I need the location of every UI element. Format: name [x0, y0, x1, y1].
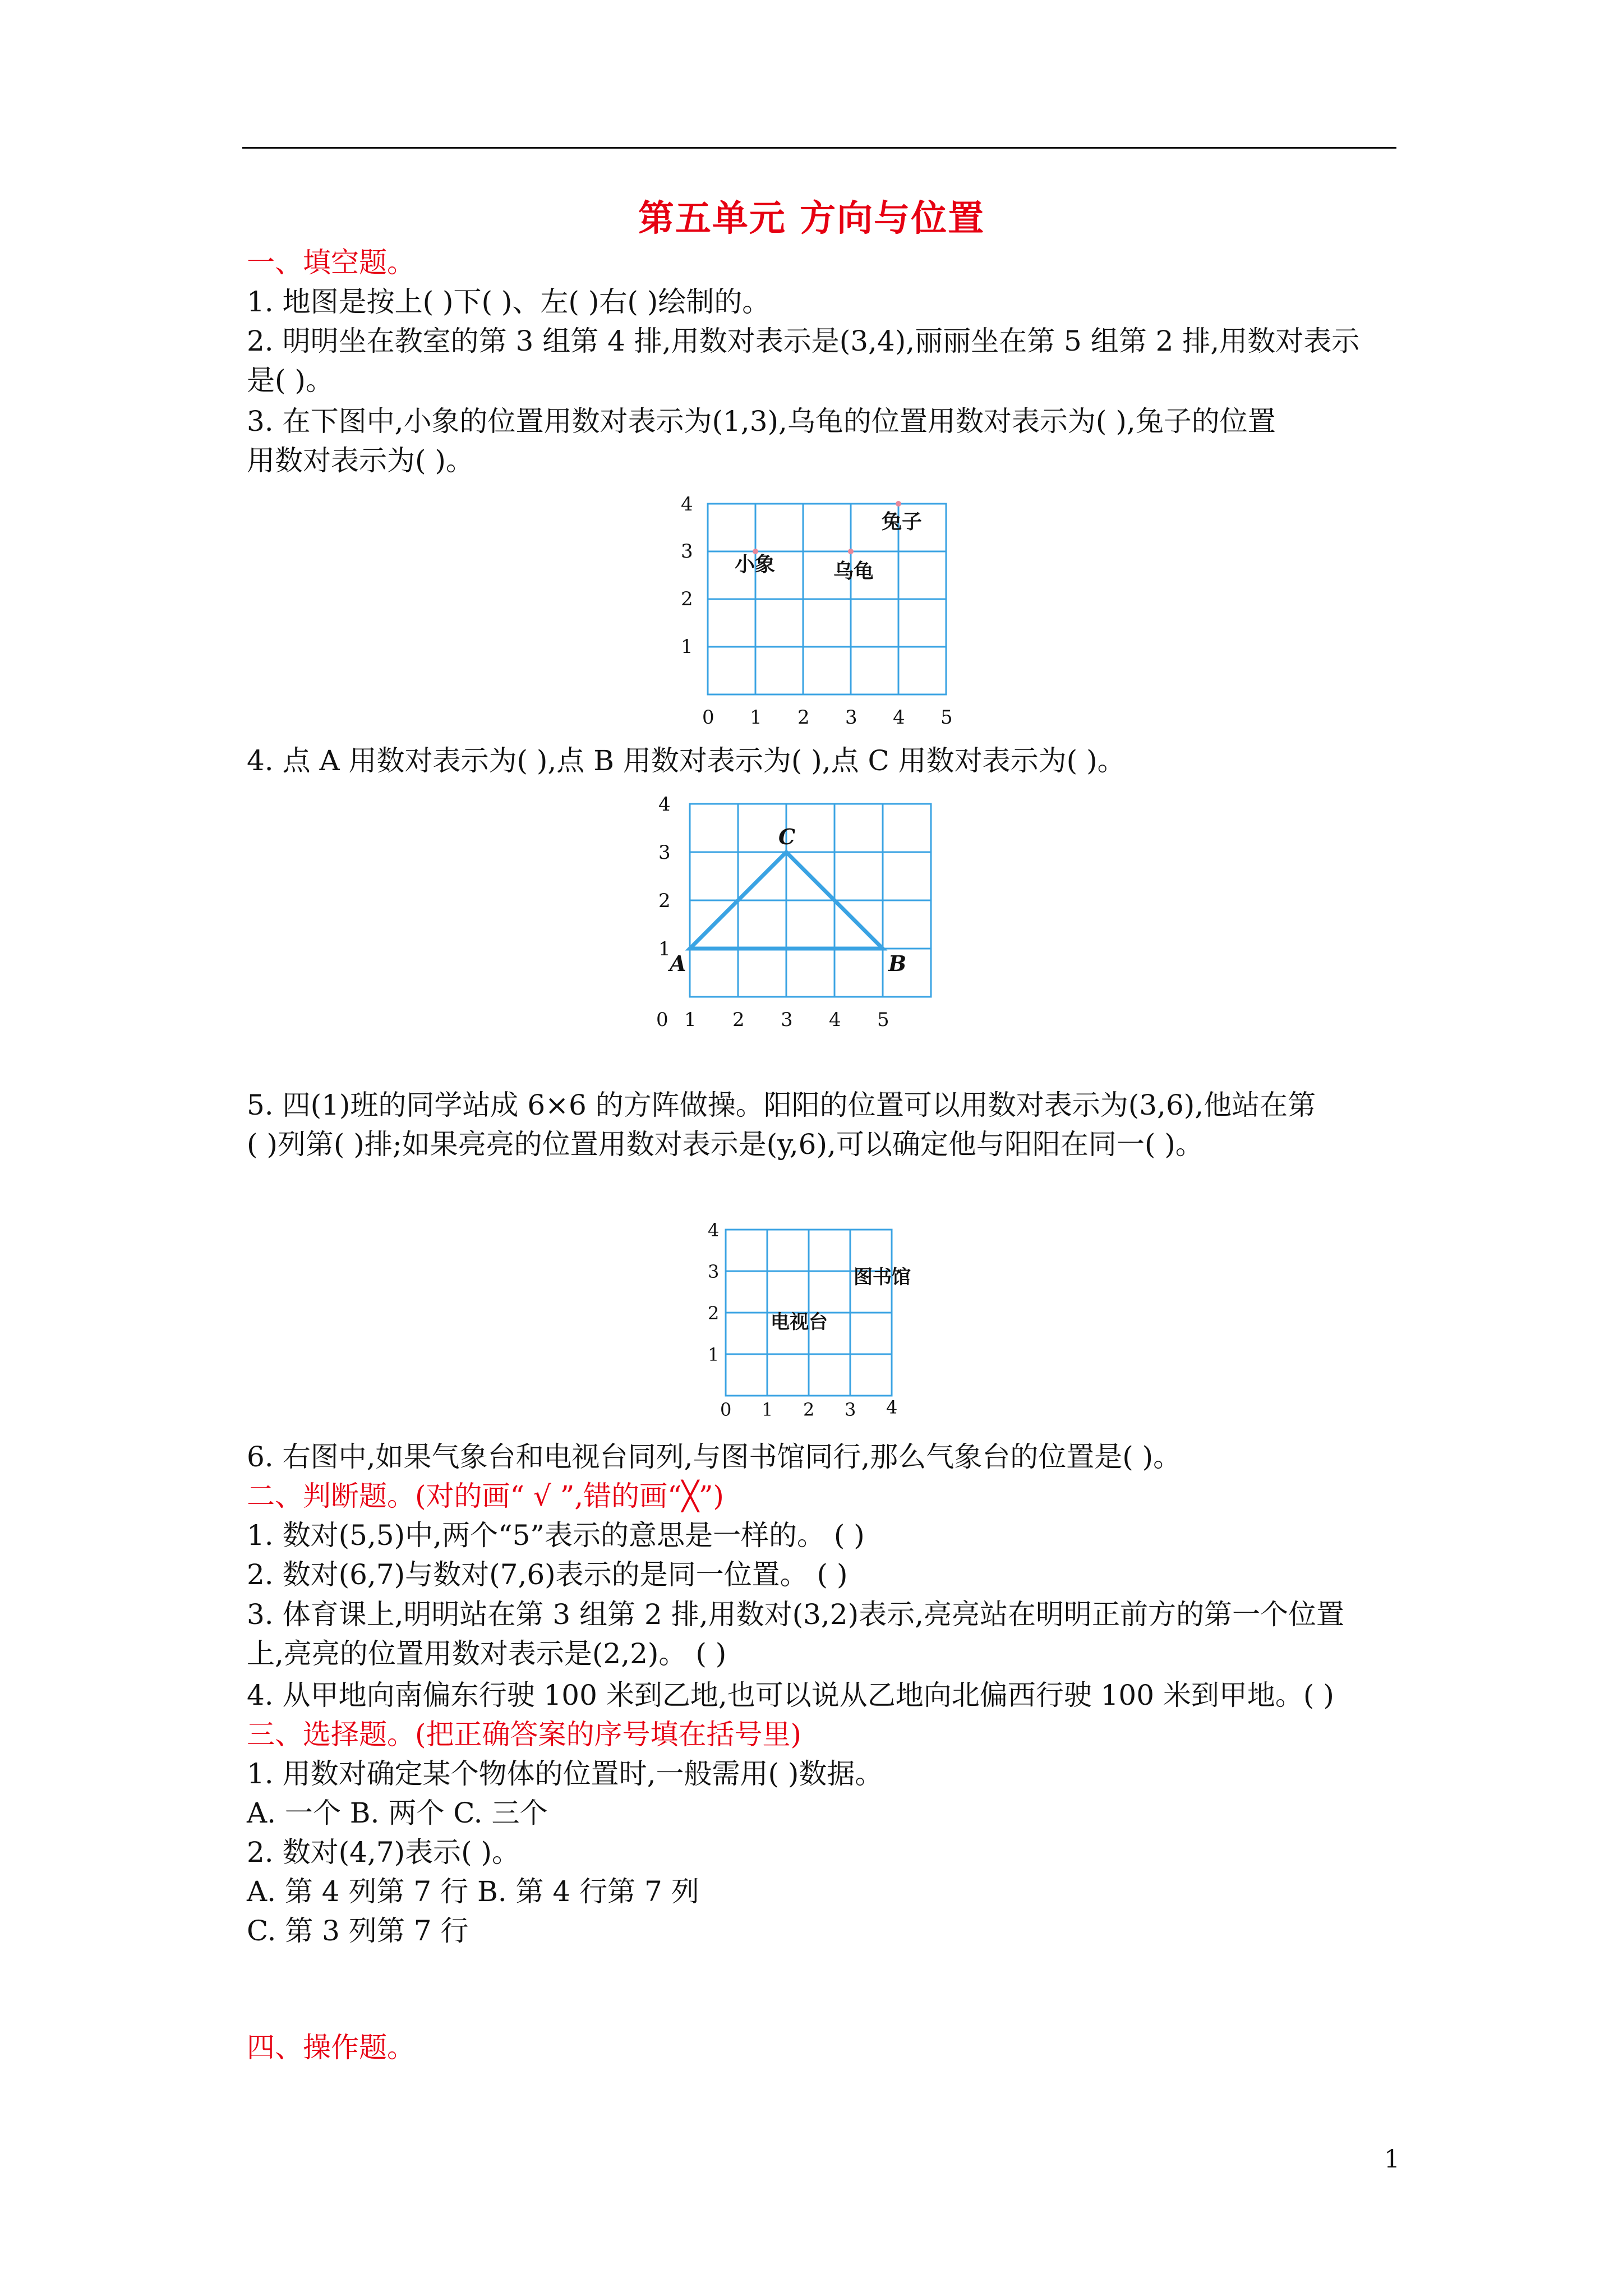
- y-tick: 1: [708, 1344, 720, 1365]
- y-tick: 2: [708, 1303, 720, 1324]
- x-tick: 2: [732, 1009, 745, 1031]
- x-tick: 1: [750, 706, 762, 729]
- map-grid: [695, 1217, 976, 1425]
- x-tick: 1: [684, 1009, 697, 1031]
- y-tick: 3: [658, 841, 671, 864]
- page-number: 1: [1384, 2145, 1400, 2174]
- library-label: 图书馆: [854, 1266, 911, 1289]
- question-1-6: 6. 右图中,如果气象台和电视台同列,与图书馆同行,那么气象台的位置是( )。: [247, 1441, 1182, 1473]
- triangle-grid: [645, 788, 993, 1041]
- x-tick: 3: [781, 1009, 793, 1031]
- question-3-2: 2. 数对(4,7)表示( )。: [247, 1836, 520, 1869]
- turtle-label: 乌龟: [833, 559, 874, 583]
- question-2-3-line1: 3. 体育课上,明明站在第 3 组第 2 排,用数对(3,2)表示,亮亮站在明明正前方的第一个位置: [247, 1598, 1345, 1631]
- question-1-5-line2: ( )列第( )排;如果亮亮的位置用数对表示是(y,6),可以确定他与阳阳在同一( )。: [247, 1128, 1204, 1161]
- question-1-4: 4. 点 A 用数对表示为( ),点 B 用数对表示为( ),点 C 用数对表示为( )。: [247, 744, 1126, 777]
- question-1-3-line1: 3. 在下图中,小象的位置用数对表示为(1,3),乌龟的位置用数对表示为( ),兔子的位置: [247, 405, 1276, 438]
- y-tick: 1: [658, 938, 671, 960]
- question-2-3-line2: 上,亮亮的位置用数对表示是(2,2)。 ( ): [247, 1637, 727, 1670]
- question-1-2-line1: 2. 明明坐在教室的第 3 组第 4 排,用数对表示是(3,4),丽丽坐在第 5 组第 2 排,用数对表示: [247, 325, 1360, 357]
- section-1-header: 一、填空题。: [247, 246, 415, 279]
- y-tick: 4: [681, 493, 693, 516]
- animal-position-grid: [662, 488, 976, 735]
- y-tick: 1: [681, 636, 693, 658]
- x-tick: 0: [702, 706, 714, 729]
- x-tick: 4: [893, 706, 905, 729]
- y-tick: 3: [681, 540, 693, 563]
- question-2-2: 2. 数对(6,7)与数对(7,6)表示的是同一位置。 ( ): [247, 1558, 848, 1591]
- header-rule: [242, 147, 1396, 149]
- x-tick: 5: [877, 1009, 889, 1031]
- section-2-header: 二、判断题。(对的画“ √ ”,错的画“╳”): [247, 1480, 724, 1512]
- rabbit-point: [896, 501, 901, 507]
- question-3-1-options: A. 一个 B. 两个 C. 三个: [247, 1797, 548, 1829]
- question-1-2-line2: 是( )。: [247, 364, 334, 397]
- question-1-5-line1: 5. 四(1)班的同学站成 6×6 的方阵做操。阳阳的位置可以用数对表示为(3,6),他站在第: [247, 1089, 1316, 1121]
- x-tick: 3: [845, 706, 857, 729]
- tv-station-label: 电视台: [771, 1311, 828, 1333]
- x-tick: 0: [656, 1009, 668, 1031]
- rabbit-label: 兔子: [882, 510, 923, 533]
- question-3-1: 1. 用数对确定某个物体的位置时,一般需用( )数据。: [247, 1757, 883, 1790]
- question-1-3-line2: 用数对表示为( )。: [247, 444, 474, 477]
- x-tick: 2: [797, 706, 810, 729]
- x-tick: 4: [829, 1009, 841, 1031]
- question-3-2-options-line1: A. 第 4 列第 7 行 B. 第 4 行第 7 列: [247, 1875, 699, 1908]
- x-tick: 4: [886, 1397, 898, 1418]
- question-2-4: 4. 从甲地向南偏东行驶 100 米到乙地,也可以说从乙地向北偏西行驶 100 米到甲地。( ): [247, 1679, 1334, 1711]
- x-tick: 3: [845, 1399, 856, 1420]
- point-a-label: A: [670, 951, 686, 976]
- turtle-point: [848, 549, 854, 554]
- elephant-label: 小象: [735, 553, 776, 576]
- y-tick: 3: [708, 1261, 720, 1282]
- question-2-1: 1. 数对(5,5)中,两个“5”表示的意思是一样的。 ( ): [247, 1519, 865, 1552]
- question-1-1: 1. 地图是按上( )下( )、左( )右( )绘制的。: [247, 286, 771, 318]
- x-tick: 1: [762, 1399, 773, 1420]
- page-title: 第五单元 方向与位置: [638, 197, 985, 240]
- point-c-label: C: [778, 824, 796, 849]
- y-tick: 2: [658, 890, 671, 912]
- y-tick: 2: [681, 588, 693, 610]
- point-b-label: B: [888, 951, 907, 976]
- y-tick: 4: [708, 1220, 720, 1241]
- y-tick: 4: [658, 793, 671, 816]
- section-4-header: 四、操作题。: [247, 2031, 415, 2064]
- x-tick: 2: [803, 1399, 815, 1420]
- x-tick: 0: [720, 1399, 732, 1420]
- x-tick: 5: [940, 706, 953, 729]
- section-3-header: 三、选择题。(把正确答案的序号填在括号里): [247, 1718, 802, 1751]
- question-3-2-options-line2: C. 第 3 列第 7 行: [247, 1915, 469, 1947]
